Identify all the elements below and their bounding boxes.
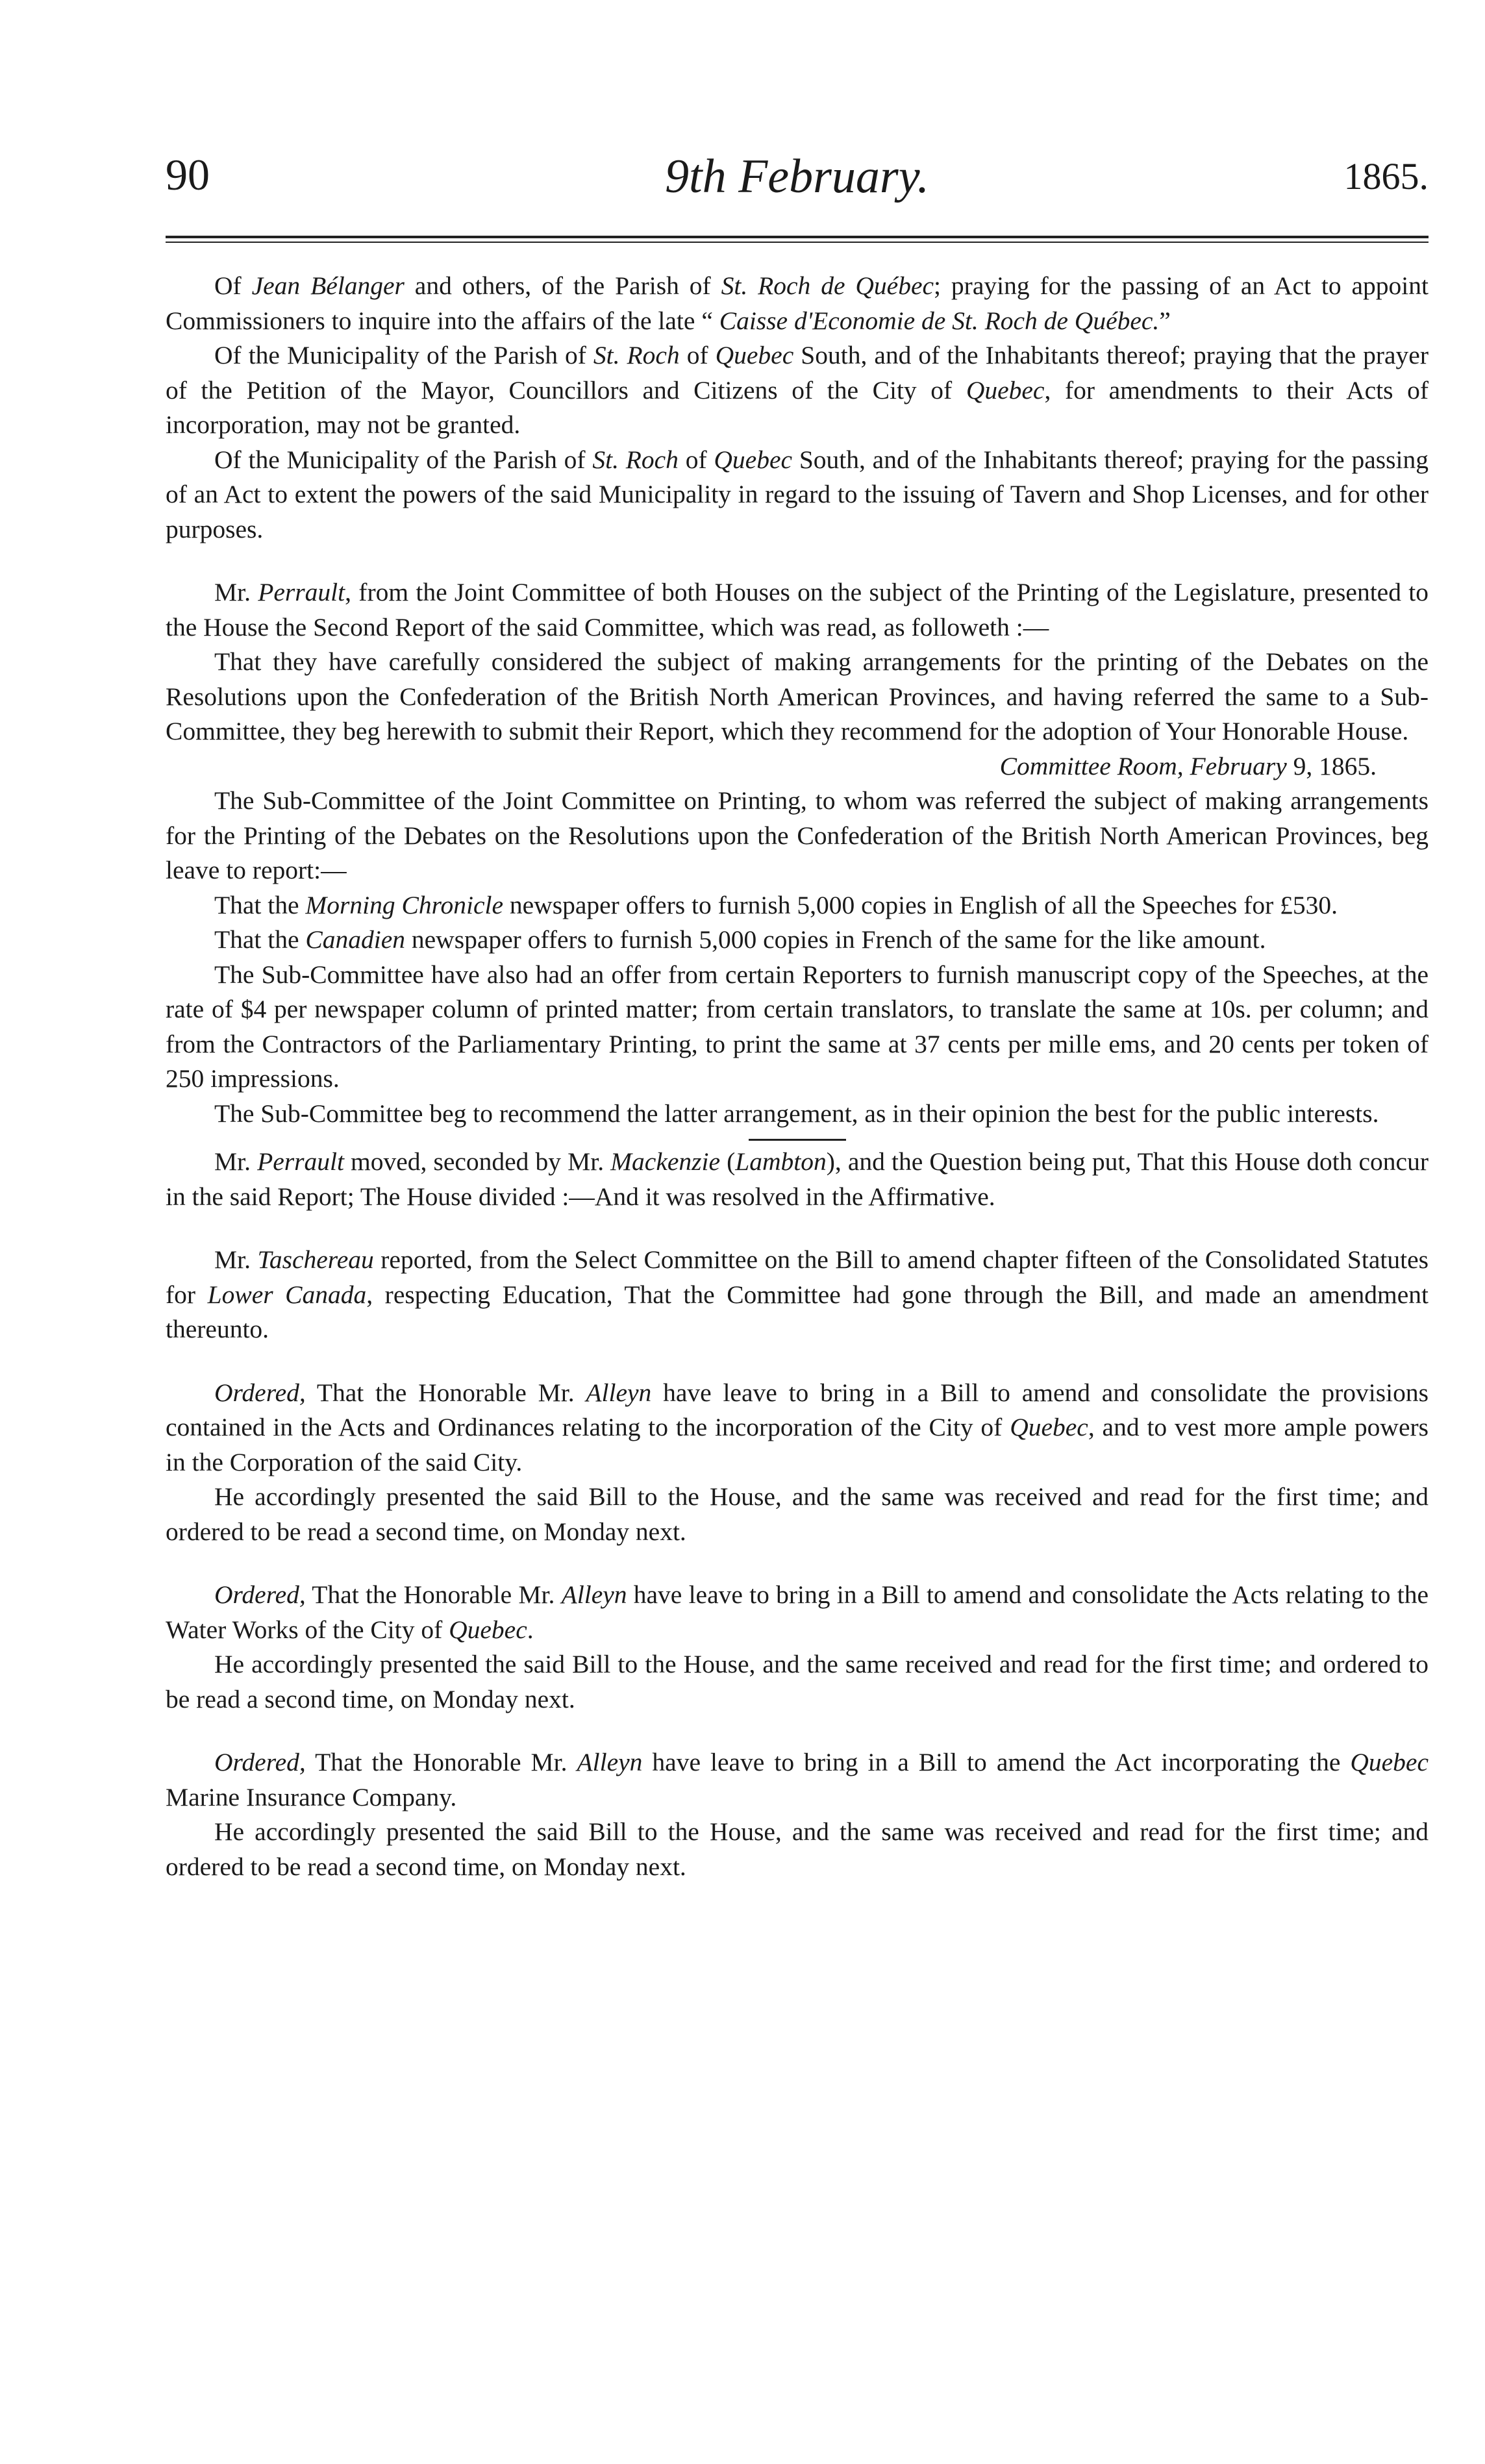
report-signature: Committee Room, February 9, 1865. — [999, 751, 1377, 780]
motion-paragraph: Mr. Perrault moved, seconded by Mr. Mackenzie (Lambton), and the Question being put, That this House doth concur in the said Report; The House divided :—And it was resolved in the Affirmative. — [166, 1147, 1429, 1211]
canadien-paragraph: That the Canadien newspaper offers to furnish 5,000 copies in French of the same for the like amount. — [214, 925, 1266, 954]
petition-paragraph: Of the Municipality of the Parish of St. Roch of Quebec South, and of the Inhabitants thereof; praying for the passing of an Act to extent the powers of the said Municipality in regard to the issuing of Tavern and Shop Licenses, and for other purposes. — [166, 445, 1429, 543]
chronicle-paragraph: That the Morning Chronicle newspaper offers to furnish 5,000 copies in English of all the Speeches for £530. — [214, 890, 1338, 919]
petition-paragraph: Of the Municipality of the Parish of St. Roch of Quebec South, and of the Inhabitants thereof; praying that the prayer of the Petition of the Mayor, Councillors and Citizens of the City of Quebec, for amendments to their Acts of incorporation, may not be granted. — [166, 341, 1429, 439]
page-date: 9th February. — [665, 150, 929, 203]
report-intro-paragraph: Mr. Perrault, from the Joint Committee of both Houses on the subject of the Printing of the Legislature, presented to the House the Second Report of the said Committee, which was read, as followeth :— — [166, 578, 1429, 641]
recommend-paragraph: The Sub-Committee beg to recommend the latter arrangement, as in their opinion the best for the public interests. — [214, 1099, 1379, 1128]
report-body-paragraph: That they have carefully considered the subject of making arrangements for the printing of the Debates on the Resolutions upon the Confederation of the British North American Provinces, and having referred the same to a Sub-Committee, they beg herewith to submit their Report, which they recommend for the adoption of Your Honorable House. — [166, 647, 1429, 745]
order-paragraph: Ordered, That the Honorable Mr. Alleyn have leave to bring in a Bill to amend and consolidate the Acts relating to the Water Works of the City of Quebec. — [166, 1580, 1429, 1644]
page-number: 90 — [166, 150, 210, 199]
page-header — [166, 149, 1429, 211]
page-year: 1865. — [1343, 155, 1429, 197]
taschereau-paragraph: Mr. Taschereau reported, from the Select Committee on the Bill to amend chapter fifteen of the Consolidated Statutes for Lower Canada, respecting Education, That the Committee had gone through the Bill, and made an amendment thereunto. — [166, 1245, 1429, 1343]
page — [166, 149, 1429, 1884]
petition-paragraph: Of Jean Bélanger and others, of the Parish of St. Roch de Québec; praying for the passing of an Act to appoint Commissioners to inquire into the affairs of the late “ Caisse d'Economie de St. Roch de Québec.” — [166, 271, 1429, 335]
header-double-rule — [166, 236, 1429, 243]
order-paragraph: Ordered, That the Honorable Mr. Alleyn have leave to bring in a Bill to amend the Act incorporating the Quebec Marine Insurance Company. — [166, 1748, 1429, 1811]
journal-text — [166, 269, 1429, 1884]
offer-paragraph: The Sub-Committee have also had an offer from certain Reporters to furnish manuscript copy of the Speeches, at the rate of $4 per newspaper column of printed matter; from certain translators, to translate the same at 10s. per column; and from the Contractors of the Parliamentary Printing, to print the same at 37 cents per mille ems, and 20 cents per token of 250 impressions. — [166, 960, 1429, 1093]
section-divider — [749, 1139, 846, 1141]
presented-paragraph: He accordingly presented the said Bill to the House, and the same was received and read for the first time; and ordered to be read a second time, on Monday next. — [166, 1817, 1429, 1881]
presented-paragraph: He accordingly presented the said Bill to the House, and the same was received and read for the first time; and ordered to be read a second time, on Monday next. — [166, 1482, 1429, 1546]
order-paragraph: Ordered, That the Honorable Mr. Alleyn have leave to bring in a Bill to amend and consolidate the provisions contained in the Acts and Ordinances relating to the incorporation of the City of Quebec, and to vest more ample powers in the Corporation of the said City. — [166, 1378, 1429, 1476]
presented-paragraph: He accordingly presented the said Bill to the House, and the same received and read for the first time; and ordered to be read a second time, on Monday next. — [166, 1650, 1429, 1713]
subcommittee-paragraph: The Sub-Committee of the Joint Committee on Printing, to whom was referred the subject of making arrangements for the Printing of the Debates on the Resolutions upon the Confederation of the British North American Provinces, beg leave to report:— — [166, 786, 1429, 884]
